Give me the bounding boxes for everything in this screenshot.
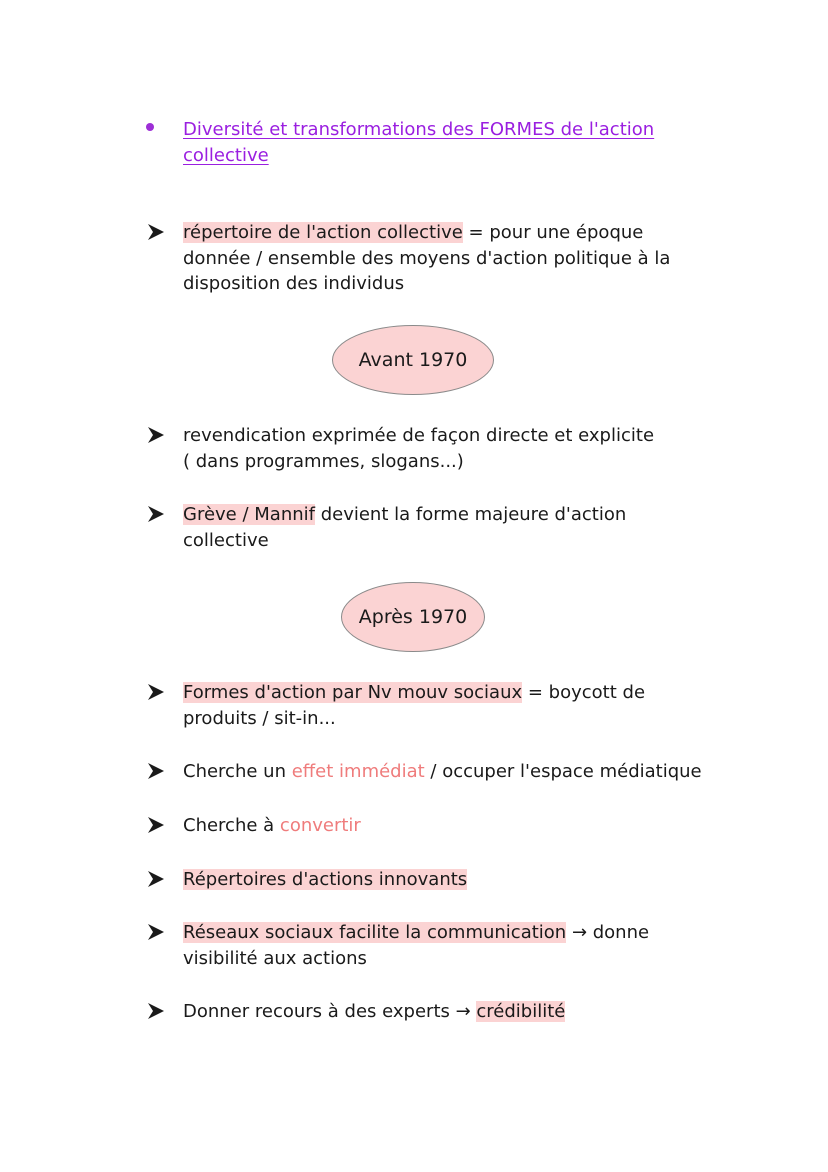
after-item1-rest: = boycott de — [522, 682, 646, 703]
after-item2-rest: / occuper l'espace médiatique — [424, 761, 702, 782]
arrow-bullet-icon — [146, 922, 166, 942]
arrow-bullet-icon — [146, 1001, 166, 1021]
after-item6 — [183, 999, 743, 1024]
arrow-bullet-icon — [146, 222, 166, 242]
definition-rest: = pour une époque — [462, 222, 644, 243]
definition-line3: disposition des individus — [183, 273, 405, 294]
arrow-bullet-icon — [146, 869, 166, 889]
after-item2-pre: Cherche un — [183, 761, 292, 782]
before-item1-line1: revendication exprimée de façon directe et explicite — [183, 425, 655, 446]
after-item1-line1 — [183, 680, 743, 705]
definition-line1 — [183, 220, 743, 245]
after-item6-pre: Donner recours à des experts → — [183, 1001, 477, 1022]
before-item2-highlight: Grève / Mannif — [183, 504, 315, 525]
after-item3-emphasis: convertir — [279, 815, 361, 836]
section-heading-line1: Diversité et transformations des FORMES de l'action — [183, 119, 655, 140]
before-item1-line2: ( dans programmes, slogans...) — [183, 451, 464, 472]
after-item3-pre: Cherche à — [183, 815, 280, 836]
arrow-bullet-icon — [146, 761, 166, 781]
after-item5-highlight: Réseaux sociaux facilite la communication — [183, 922, 567, 943]
period-label-after: Après 1970 — [341, 582, 485, 652]
bullet-dot-icon — [146, 123, 154, 131]
period-label-before: Avant 1970 — [332, 325, 494, 395]
after-item3 — [183, 813, 743, 838]
arrow-bullet-icon — [146, 425, 166, 445]
after-item2 — [183, 759, 783, 784]
section-heading-line2: collective — [183, 145, 269, 166]
before-item2-line1 — [183, 502, 743, 527]
after-item5-line2: visibilité aux actions — [183, 948, 367, 969]
after-item5-line1 — [183, 920, 743, 945]
after-item5-rest: → donne — [566, 922, 650, 943]
definition-line2: donnée / ensemble des moyens d'action politique à la — [183, 248, 671, 269]
definition-term: répertoire de l'action collective — [183, 222, 463, 243]
after-item2-emphasis: effet immédiat — [291, 761, 425, 782]
before-item2-line2: collective — [183, 530, 269, 551]
arrow-bullet-icon — [146, 815, 166, 835]
after-item1-highlight: Formes d'action par Nv mouv sociaux — [183, 682, 523, 703]
after-item1-line2: produits / sit-in... — [183, 708, 336, 729]
after-item4-highlight: Répertoires d'actions innovants — [183, 869, 468, 890]
after-item6-highlight: crédibilité — [476, 1001, 566, 1022]
after-item4 — [183, 867, 743, 892]
arrow-bullet-icon — [146, 682, 166, 702]
arrow-bullet-icon — [146, 504, 166, 524]
before-item2-rest: devient la forme majeure d'action — [314, 504, 627, 525]
